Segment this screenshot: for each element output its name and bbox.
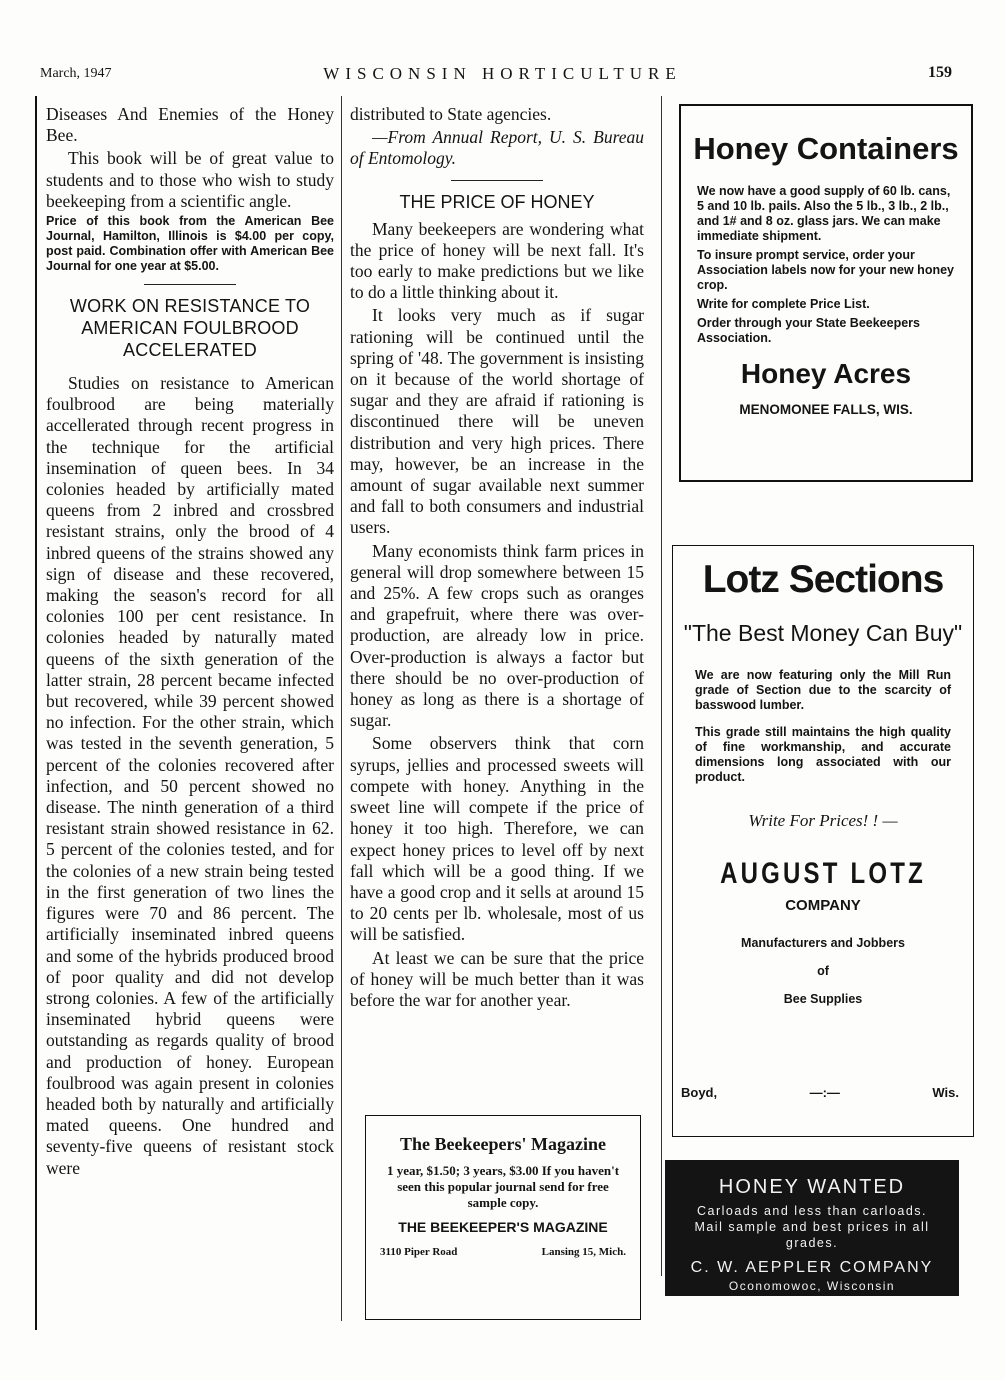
honey-paragraph-2: It looks very much as if sugar rationing will be continued until the spring of '48. The government is insisting on it because of the world shortage of sugar and they are afraid if rationing is discontinued there will be uneven distribution and very high prices. There may, however, be an increase in the amount of sugar available next summer and fall to both consumers and industrial users. [350,305,644,538]
magazine-ad-title: The Beekeepers' Magazine [400,1134,606,1154]
containers-ad-body [681,184,971,346]
lotz-ad-title: Lotz Sections [702,558,944,601]
lotz-sections-ad [672,545,974,1137]
price-of-honey-headline: THE PRICE OF HONEY [399,191,595,212]
middle-column-rule [341,96,342,1321]
lotz-ad-quality: This grade still maintains the high quality of fine workmanship, and accurate dimensions long associated with our product. [695,725,951,784]
lotz-ad-write: Write For Prices! ! — [748,811,898,830]
lotz-ad-state: Wis. [932,1085,959,1100]
honey-containers-ad [679,104,973,482]
containers-ad-supply: We now have a good supply of 60 lb. cans, 5 and 10 lb. pails. Also the 5 lb., 3 lb., 2 lb., and 1# and 8 oz. glass jars. We can make immediate shipment. [697,184,951,243]
foulbrood-headline: WORK ON RESISTANCE TO AMERICAN FOULBROOD ACCELERATED [69,296,311,361]
honey-paragraph-1: Many beekeepers are wondering what the price of honey will be next fall. It's too early to make predictions but we like to do a little thinking about it. [350,218,644,303]
containers-ad-title: Honey Containers [693,131,959,166]
containers-ad-order: Order through your State Beekeepers Association. [697,316,920,345]
honey-paragraph-3: Many economists think farm prices in general will drop somewhere between 15 and 25%. A few crops such as oranges and grapefruit, where there was over-production, are already low in price. Over-production is always a factor but there should be no over-production of honey as long as there is a shortage of sugar. [350,540,644,731]
column-one [46,104,334,1181]
lotz-ad-separator: —:— [809,1085,840,1100]
lotz-ad-manufacturers: Manufacturers and Jobbers [741,936,905,950]
page-number: 159 [928,64,952,81]
honey-wanted-ad [665,1160,959,1296]
lotz-ad-name: AUGUST LOTZ [720,857,926,890]
wanted-ad-company: C. W. AEPPLER COMPANY [690,1259,934,1276]
right-column-rule [661,96,662,1276]
magazine-ad-city: Lansing 15, Mich. [541,1246,626,1258]
containers-ad-city: MENOMONEE FALLS, WIS. [739,402,913,417]
containers-ad-labels: To insure prompt service, order your Association labels now for your new honey crop. [697,248,954,292]
honey-paragraph-4: Some observers think that corn syrups, jellies and processed sweets will compete with honey. Anything in the sweet line will compete if the price of honey it too high. Therefore, we can expect honey prices to level off by next fall which will be a good thing. If we have a good crop and it sells at around 15 to 20 cents per lb. wholesale, most of us will be satisfied. [350,733,644,945]
lotz-ad-slogan: "The Best Money Can Buy" [683,620,963,646]
containers-ad-price-list: Write for complete Price List. [697,297,870,311]
wanted-ad-text: Carloads and less than carloads. Mail sample and best prices in all grades. [694,1204,930,1250]
book-price-note: Price of this book from the American Bee Journal, Hamilton, Illinois is $4.00 per copy, post paid. Combination offer with American Bee Journal for one year at $5.00. [46,214,334,274]
left-column-rule [35,96,37,1330]
honey-paragraph-5: At least we can be sure that the price of honey will be much better than it was before the war for another year. [350,947,644,1010]
article-source: —From Annual Report, U. S. Bureau of Entomology. [350,127,644,169]
book-paragraph: This book will be of great value to students and to those who wish to study beekeeping from a scientific angle. [46,148,334,211]
magazine-ad-street: 3110 Piper Road [380,1246,458,1258]
wanted-ad-city: Oconomowoc, Wisconsin [728,1279,896,1293]
magazine-ad-text: 1 year, $1.50; 3 years, $3.00 If you haven't seen this popular journal send for free sample copy. [386,1163,620,1210]
lotz-ad-town: Boyd, [681,1085,718,1100]
section-divider [451,180,543,181]
publication-title: WISCONSIN HORTICULTURE [323,64,682,83]
column-two [350,104,644,1013]
containers-ad-brand: Honey Acres [740,358,912,389]
foulbrood-article-text: Studies on resistance to American foulbrood are being materially accellerated through recent progress in the technique for the artificial insemination of queen bees. In 34 colonies headed by artificially mated queens from 2 inbred and crossbred resistant strains, only the brood of 4 inbred queens of the strains showed any sign of disease and these recovered, making the season's record for all colonies 100 per cent resistance. In colonies headed by naturally mated queens of the sixth generation of the latter strain, 28 percent became infected but recovered, while 39 percent showed no infection. For the other strain, which was tested in the seventh generation, 5 percent of the colonies recovered after infection, and 50 percent showed no disease. The ninth generation of a third resistant strain showed resistance in 62. 5 percent of the colonies tested, and for the colonies of a new strain being tested in the first generation of two lines the figures were 70 and 86 percent. The artificially inseminated inbred queens and some of the hybrids produced brood of poor quality and did not develop strong colonies. A few of the artificially inseminated hybrid queens were outstanding as regards quality of brood and production of honey. European foulbrood was again present in colonies headed both by naturally and artificially mated queens. One hundred and seventy-five queens of resistant stock were [46,373,334,1178]
magazine-ad-name: THE BEEKEEPER'S MAGAZINE [398,1219,608,1235]
issue-date: March, 1947 [40,66,112,81]
wanted-ad-title: HONEY WANTED [718,1176,906,1198]
lotz-ad-company: COMPANY [785,897,861,914]
lotz-ad-bee-supplies: Bee Supplies [783,992,863,1006]
section-divider [144,284,236,285]
lotz-ad-location [681,1085,959,1100]
book-title-continued: Diseases And Enemies of the Honey Bee. [46,104,334,146]
article-continuation: distributed to State agencies. [350,104,552,124]
lotz-ad-grade: We are now featuring only the Mill Run grade of Section due to the scarcity of basswood lumber. [695,668,951,712]
lotz-ad-of: of [817,964,829,978]
beekeepers-magazine-ad [365,1115,641,1320]
page-header [0,60,1005,90]
magazine-ad-address [366,1246,640,1258]
